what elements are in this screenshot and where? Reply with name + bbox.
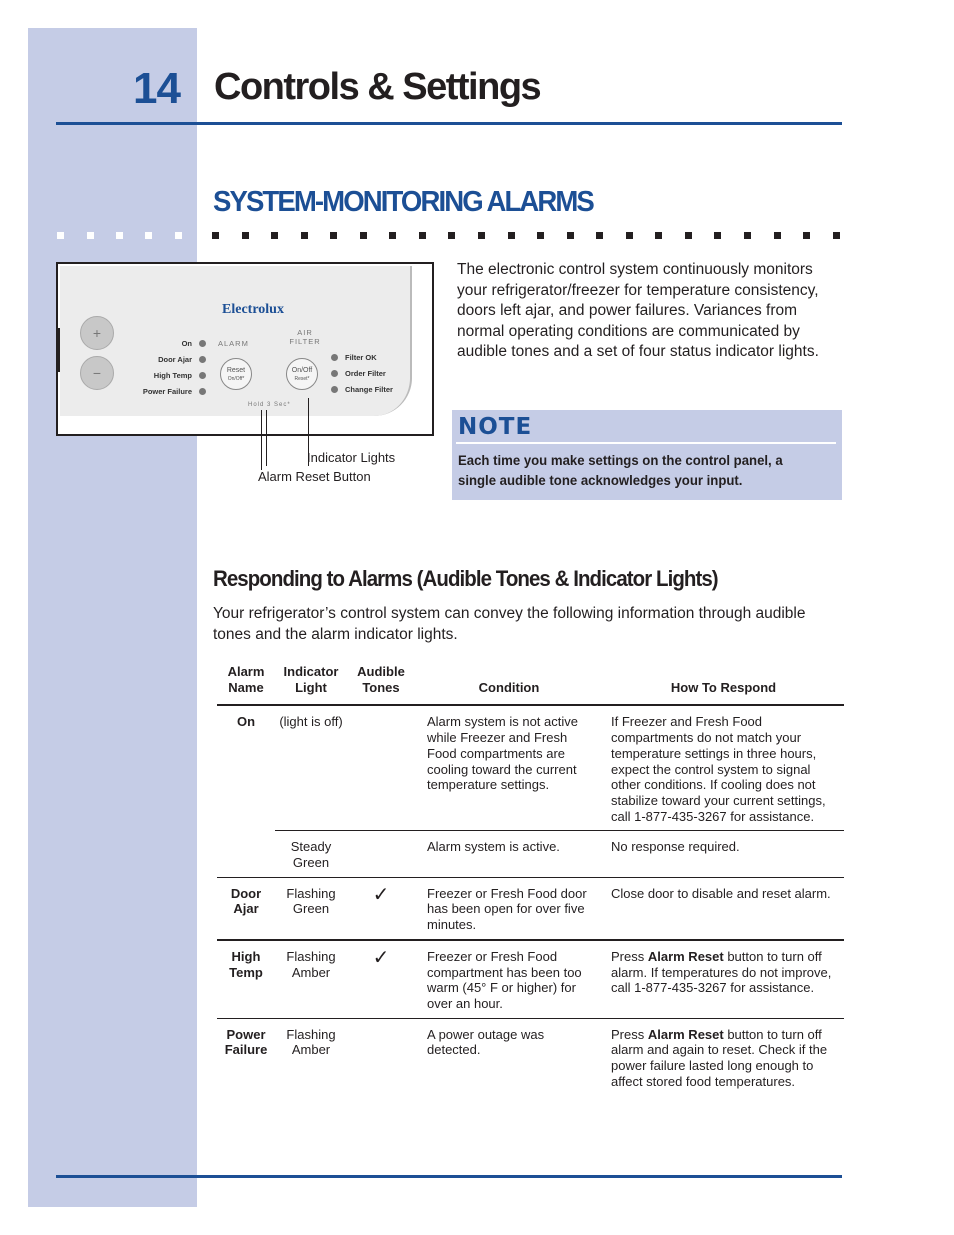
- respond-text: button to turn off alarm. If temperatures do not improve, call 1-877-435-3267 for assistance.: [611, 948, 832, 996]
- left-sidebar-band: [28, 28, 197, 1207]
- led-door-ajar: [199, 356, 206, 363]
- cell-alarm: On: [236, 714, 256, 730]
- cell-respond: [603, 1018, 844, 1095]
- note-heading: NOTE: [458, 414, 533, 440]
- respond-text: Press: [611, 1026, 648, 1042]
- filter-onoff-button[interactable]: [286, 358, 318, 390]
- label-power-failure: Power Failure: [142, 387, 192, 396]
- callout-line-reset-2: [266, 410, 267, 466]
- section-heading: SYSTEM-MONITORING ALARMS: [213, 186, 593, 218]
- cell-alarm: Door Ajar: [217, 877, 275, 940]
- label-on: On: [181, 339, 192, 348]
- hold-text: Hold 3 Sec*: [248, 402, 291, 408]
- cell-light: Steady Green: [275, 831, 347, 877]
- note-text: Each time you make settings on the control panel, a single audible tone acknowledges your input.: [458, 452, 783, 488]
- label-door-ajar: Door Ajar: [158, 355, 192, 364]
- checkmark-icon: ✓: [347, 877, 415, 940]
- cell-tones: [347, 831, 415, 877]
- cell-light: Flashing Green: [275, 877, 347, 940]
- led-high-temp: [199, 372, 206, 379]
- label-filter-ok: Filter OK: [345, 353, 377, 362]
- label-high-temp: High Temp: [153, 371, 192, 380]
- page-title: Controls & Settings: [214, 66, 541, 108]
- cell-respond: No response required.: [603, 831, 844, 877]
- led-on: [199, 340, 206, 347]
- temp-up-button[interactable]: [80, 316, 114, 350]
- onoff-sub-label: Reset*: [294, 376, 310, 382]
- table-row: [217, 705, 844, 830]
- temp-down-button[interactable]: [80, 356, 114, 390]
- cell-tones: [347, 1018, 415, 1095]
- cell-condition: A power outage was detected.: [415, 1018, 603, 1095]
- caption-indicator-lights: Indicator Lights: [307, 450, 396, 465]
- alarm-table: [217, 660, 844, 1095]
- table-row: [217, 940, 844, 1018]
- alarm-label: ALARM: [218, 339, 249, 348]
- led-power-failure: [199, 388, 206, 395]
- respond-bold: Alarm Reset: [647, 948, 724, 964]
- col-audible-tones: Audible Tones: [357, 664, 405, 695]
- control-panel-face: [60, 266, 412, 416]
- table-row: [217, 877, 844, 940]
- note-rule: [456, 442, 836, 444]
- cell-condition: Freezer or Fresh Food compartment has been too warm (45° F or higher) for over an hour.: [415, 940, 603, 1018]
- col-indicator-light: Indicator Light: [283, 664, 339, 695]
- cell-respond: If Freezer and Fresh Food compartments do not match your temperature settings in three hours, expect the control system to signal other conditions. If cooling does not stabilize toward your current settings, call 1-877-435-3267 for assistance.: [611, 714, 826, 824]
- cell-condition: Alarm system is active.: [415, 831, 603, 877]
- dotted-divider: [0, 232, 954, 240]
- cell-light: (light is off): [279, 714, 343, 730]
- label-order-filter: Order Filter: [345, 369, 386, 378]
- panel-edge-tab: [56, 328, 60, 372]
- plus-icon: +: [92, 325, 102, 341]
- intro-paragraph: The electronic control system continuously monitors your refrigerator/freezer for temperature consistency, doors left ajar, and power failures. Variances from normal operating conditions are communicated by audible tones and a set of four status indicator lights.: [457, 261, 819, 361]
- reset-sub-label: On/Off*: [227, 376, 245, 382]
- checkmark-icon: ✓: [347, 940, 415, 1018]
- callout-line-reset: [261, 410, 262, 470]
- col-how-to-respond: How To Respond: [670, 679, 777, 695]
- responding-intro: Your refrigerator’s control system can convey the following information through audible tones and the alarm indicator lights.: [213, 605, 806, 643]
- page-number: 14: [133, 64, 180, 113]
- table-row: [217, 1018, 844, 1095]
- footer-rule: [56, 1175, 842, 1178]
- led-filter-ok: [331, 354, 338, 361]
- table-header-row: [217, 660, 844, 705]
- brand-logo: Electrolux: [222, 302, 284, 317]
- minus-icon: −: [92, 365, 102, 381]
- caption-alarm-reset-button: Alarm Reset Button: [258, 469, 371, 484]
- reset-label: Reset: [226, 367, 246, 374]
- col-alarm-name: Alarm Name: [227, 664, 265, 695]
- alarm-reset-button[interactable]: [220, 358, 252, 390]
- respond-text: Press: [611, 948, 648, 964]
- led-order-filter: [331, 370, 338, 377]
- cell-alarm: Power Failure: [217, 1018, 275, 1095]
- respond-bold: Alarm Reset: [647, 1026, 724, 1042]
- air-filter-label: AIR FILTER: [289, 328, 321, 346]
- cell-respond: Close door to disable and reset alarm.: [603, 877, 844, 940]
- col-condition: Condition: [478, 679, 540, 695]
- control-panel-illustration: [56, 262, 434, 436]
- cell-tones: [347, 705, 415, 830]
- table-row: [217, 831, 844, 877]
- label-change-filter: Change Filter: [345, 385, 393, 394]
- cell-light: Flashing Amber: [275, 1018, 347, 1095]
- cell-light: Flashing Amber: [275, 940, 347, 1018]
- cell-condition: Freezer or Fresh Food door has been open for over five minutes.: [415, 877, 603, 940]
- onoff-label: On/Off: [291, 367, 313, 374]
- cell-condition: Alarm system is not active while Freezer and Fresh Food compartments are cooling toward the current temperature settings.: [427, 714, 578, 793]
- respond-text: button to turn off alarm and again to reset. Check if the power failure lasted long enough to affect stored food temperatures.: [611, 1026, 828, 1089]
- responding-heading: Responding to Alarms (Audible Tones & Indicator Lights): [213, 566, 718, 591]
- header-rule: [56, 122, 842, 125]
- cell-respond: [603, 940, 844, 1018]
- note-box: [452, 410, 842, 500]
- led-change-filter: [331, 386, 338, 393]
- cell-alarm: High Temp: [217, 940, 275, 1018]
